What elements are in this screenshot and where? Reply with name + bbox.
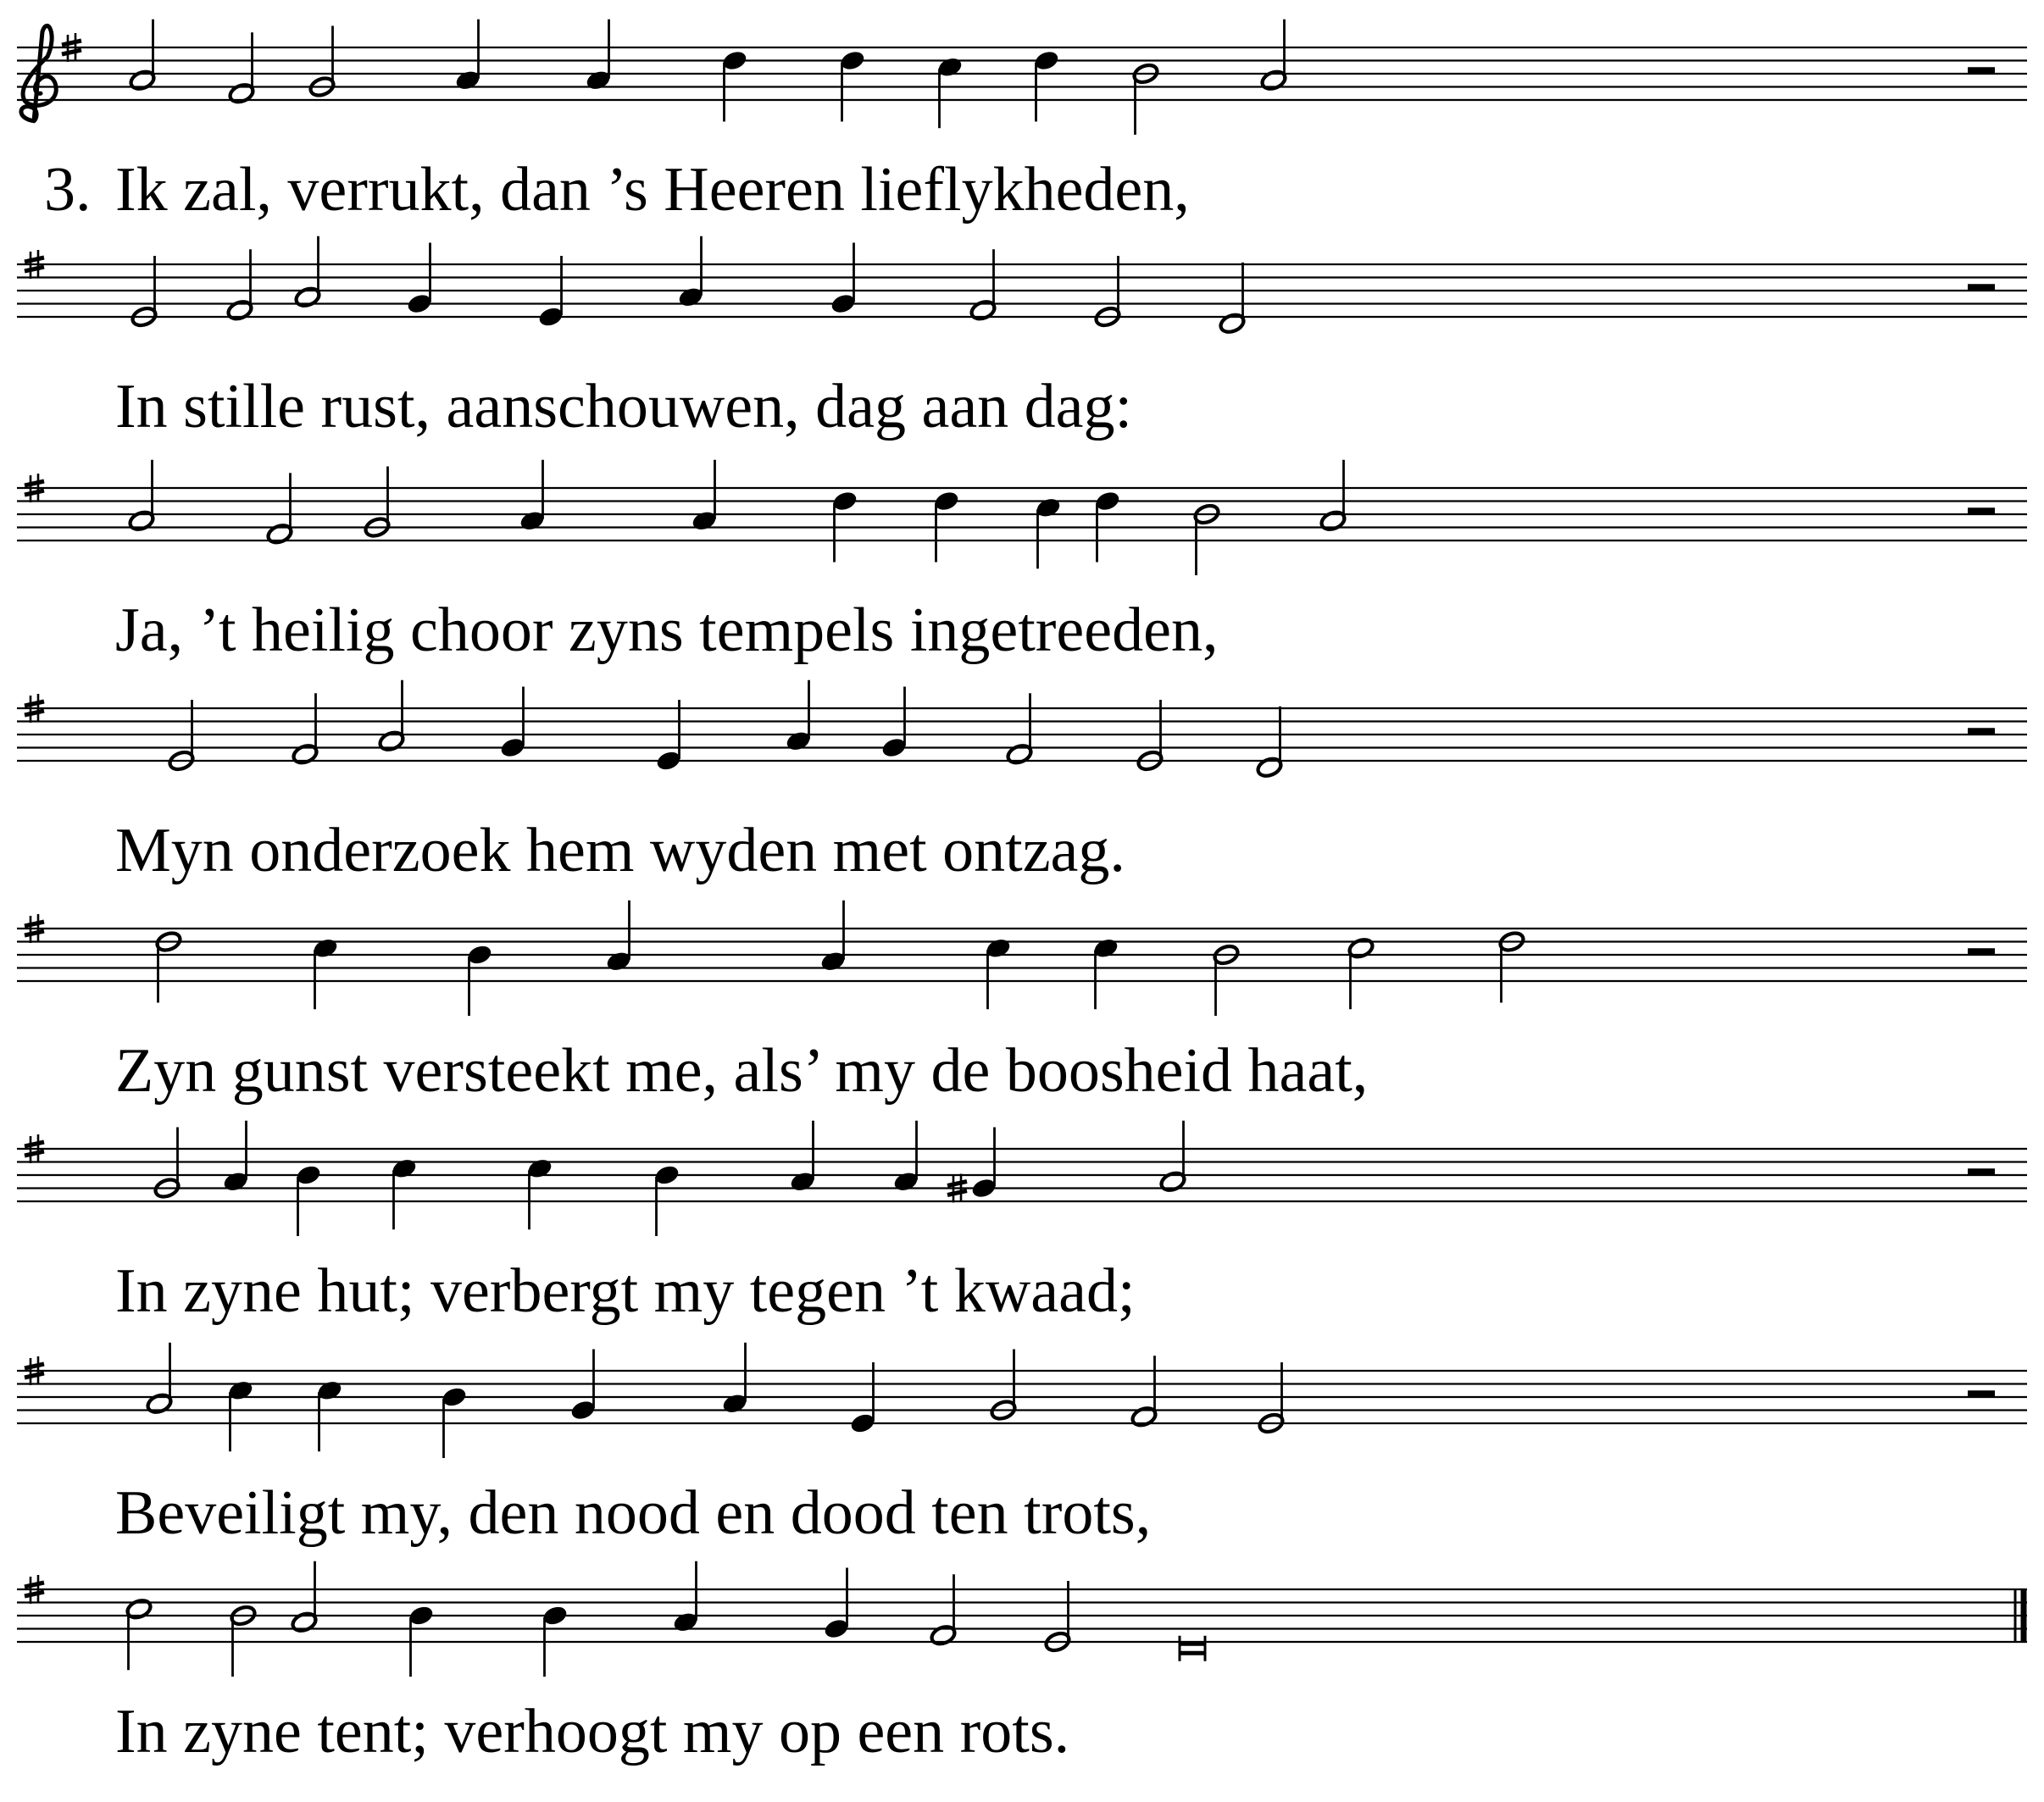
note: [526, 1156, 554, 1229]
note: [1319, 460, 1347, 533]
note: [933, 490, 961, 563]
lyric-line: In zyne hut; verbergt my tegen ’t kwaad;: [115, 1256, 1136, 1326]
note: [892, 1121, 920, 1194]
note: [1347, 936, 1375, 1009]
note: [653, 1163, 681, 1236]
staff: [17, 708, 2027, 761]
note: [677, 236, 705, 309]
note: [721, 1343, 749, 1416]
note: [823, 1568, 851, 1641]
note: [406, 243, 434, 316]
note: [691, 460, 719, 533]
note: [849, 1362, 877, 1435]
music-system: [17, 1343, 2027, 1548]
lyric-line: Beveiligt my, den nood en dood ten trots,: [115, 1478, 1152, 1548]
note: [569, 1350, 597, 1422]
note: [1260, 19, 1288, 92]
note: [721, 49, 749, 122]
music-system: [17, 901, 2027, 1106]
stanza-number: 3.: [44, 155, 92, 225]
rest-icon: [1968, 67, 1995, 75]
note: [291, 1561, 319, 1634]
note: [819, 901, 847, 973]
staff: [17, 47, 2027, 100]
rest-icon: [1968, 728, 1995, 735]
music-system: [17, 680, 2027, 885]
note: [466, 943, 494, 1016]
note: [292, 693, 319, 766]
note: [125, 1597, 153, 1670]
note: [831, 490, 859, 563]
note: [441, 1385, 469, 1458]
note: [537, 256, 565, 329]
note: [1256, 707, 1284, 779]
note: [655, 700, 683, 773]
rest-icon: [1968, 1168, 1995, 1176]
note: [227, 1378, 255, 1451]
note: [1180, 1636, 1205, 1661]
music-system: [17, 1561, 2027, 1766]
note: [605, 901, 633, 973]
lyric-line: In stille rust, aanschouwen, dag aan dag:: [115, 372, 1133, 441]
note: [785, 680, 813, 753]
note: [969, 249, 997, 322]
note: [1092, 936, 1120, 1009]
note: [1219, 263, 1247, 335]
note: [378, 680, 406, 753]
note: [1006, 693, 1034, 766]
note: [228, 32, 256, 105]
lyric-line: Ja, ’t heilig choor zyns tempels ingetreeden,: [115, 596, 1219, 665]
note: [226, 249, 254, 322]
note: [936, 55, 964, 128]
note: [1159, 1121, 1187, 1194]
note: [830, 243, 858, 316]
note: [1035, 496, 1063, 568]
lyric-line: Zyn gunst versteekt me, als’ my de boosheid haat,: [115, 1036, 1369, 1106]
note: [408, 1604, 436, 1677]
note: [454, 19, 482, 92]
note: [266, 473, 294, 546]
note: [542, 1604, 569, 1677]
rest-icon: [1968, 507, 1995, 515]
music-system: [17, 460, 2027, 665]
music-system: [17, 19, 2027, 225]
note: [312, 936, 340, 1009]
note: [222, 1121, 250, 1194]
note: [789, 1121, 817, 1194]
lyric-line: Ik zal, verrukt, dan ’s Heeren lieflykheden,: [115, 155, 1190, 225]
note: [1094, 490, 1122, 563]
staff: [17, 1589, 2027, 1642]
note: [947, 1128, 997, 1203]
note: [295, 1163, 323, 1236]
note: [519, 460, 547, 533]
music-system: [17, 1121, 2027, 1326]
note: [146, 1343, 174, 1416]
note: [839, 49, 867, 122]
rest-icon: [1968, 948, 1995, 956]
note: [128, 460, 156, 533]
note: [672, 1561, 700, 1634]
music-system: [17, 236, 2027, 441]
rest-icon: [1968, 284, 1995, 291]
note: [391, 1156, 419, 1229]
note: [1130, 1356, 1158, 1428]
rest-icon: [1968, 1390, 1995, 1398]
lyric-line: In zyne tent; verhoogt my op een rots.: [115, 1697, 1070, 1766]
note: [499, 687, 527, 760]
note: [930, 1574, 958, 1647]
staff: [17, 488, 2027, 541]
note: [880, 687, 908, 760]
note: [985, 936, 1013, 1009]
note: [585, 19, 613, 92]
lyric-line: Myn onderzoek hem wyden met ontzag.: [115, 816, 1125, 885]
note: [129, 19, 157, 92]
note: [316, 1378, 344, 1451]
note: [294, 236, 322, 309]
note: [1033, 49, 1061, 122]
